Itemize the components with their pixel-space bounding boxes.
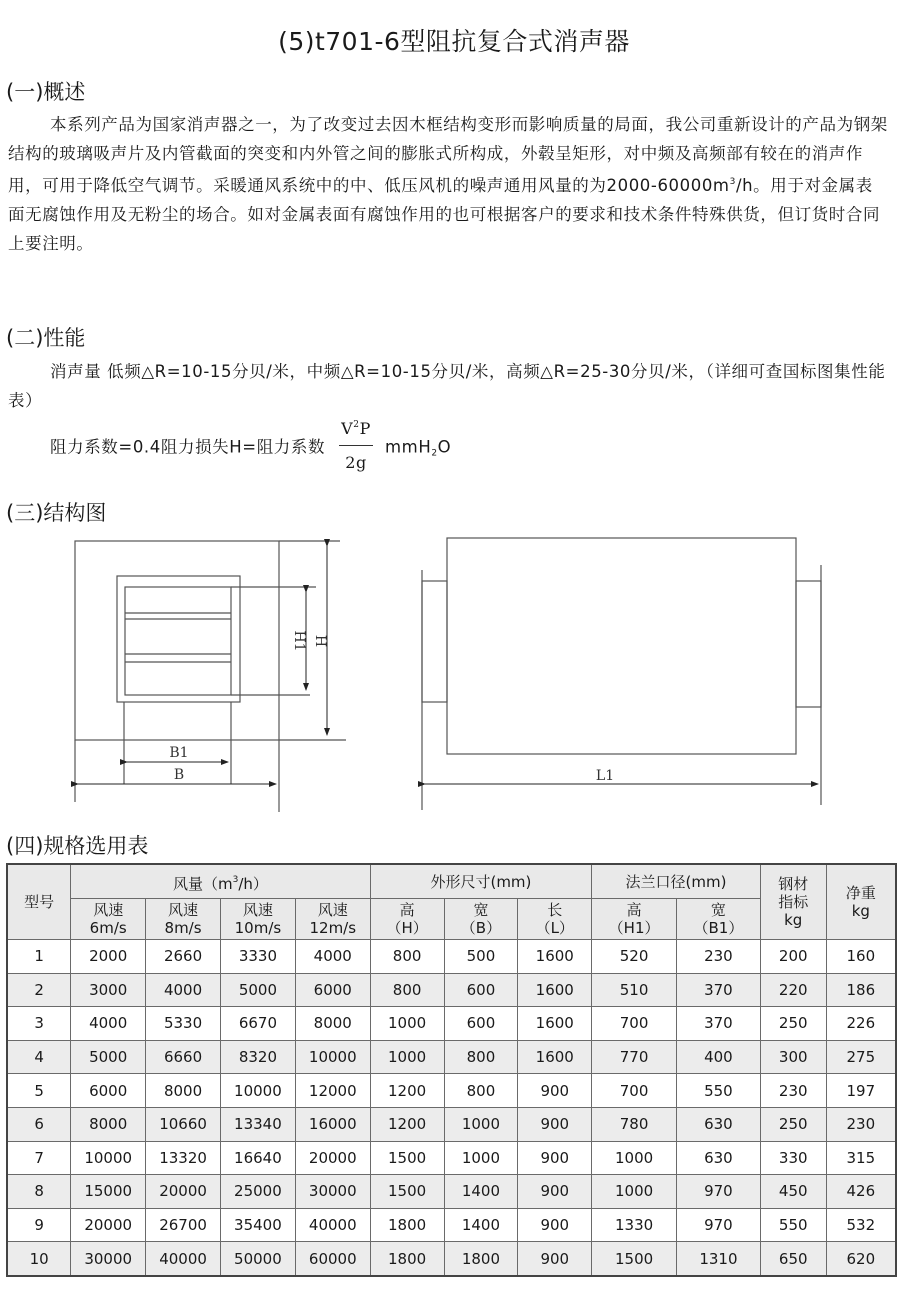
performance-block [8,357,888,481]
table-cell: 6660 [146,1040,221,1074]
table-cell: 2000 [71,940,146,974]
table-cell: 30000 [71,1242,146,1276]
table-cell: 5000 [71,1040,146,1074]
col-unit: 10m/s [234,919,282,937]
table-cell: 1310 [677,1242,761,1276]
table-cell: 900 [518,1175,592,1209]
outer-casing [75,541,279,740]
table-cell: 1000 [592,1141,677,1175]
table-cell: 600 [444,973,518,1007]
table-cell: 35400 [220,1208,295,1242]
header-speed-10 [220,899,295,940]
overview-paragraph [8,110,888,258]
table-cell: 6000 [295,973,370,1007]
model-cell: 1 [7,940,71,974]
table-cell: 370 [677,973,761,1007]
header-speed-6 [71,899,146,940]
formula-denominator: 2g [345,453,367,472]
model-cell: 2 [7,973,71,1007]
table-cell: 12000 [295,1074,370,1108]
table-cell: 1400 [444,1208,518,1242]
flange-frame [117,576,240,702]
col-unit: 8m/s [164,919,202,937]
table-cell: 226 [826,1007,896,1041]
table-cell: 13340 [220,1107,295,1141]
table-cell: 1000 [444,1141,518,1175]
resistance-formula-line [8,415,888,481]
col-label: 宽 [473,901,489,919]
table-cell: 40000 [295,1208,370,1242]
table-cell: 510 [592,973,677,1007]
structure-diagram [0,520,900,820]
col-unit: （L） [535,919,574,937]
table-row [7,1141,896,1175]
table-cell: 700 [592,1074,677,1108]
table-cell: 8320 [220,1040,295,1074]
table-cell: 900 [518,1074,592,1108]
header-airflow-group [71,864,370,899]
table-row [7,1208,896,1242]
table-cell: 1800 [444,1242,518,1276]
table-cell: 5000 [220,973,295,1007]
table-cell: 1500 [592,1242,677,1276]
header-outer-dimensions: 外形尺寸(mm) [370,864,591,899]
table-cell: 1600 [518,1007,592,1041]
model-cell: 9 [7,1208,71,1242]
header-model: 型号 [7,864,71,940]
table-cell: 630 [677,1107,761,1141]
table-row [7,940,896,974]
formula-exponent: 2 [353,420,360,430]
side-view [422,538,821,810]
model-cell: 4 [7,1040,71,1074]
inlet-flange [422,581,447,702]
table-cell: 650 [760,1242,826,1276]
table-cell: 370 [677,1007,761,1041]
l1-label: L1 [595,768,615,784]
col-label: 宽 [710,901,726,919]
table-cell: 200 [760,940,826,974]
model-cell: 7 [7,1141,71,1175]
table-cell: 3330 [220,940,295,974]
table-cell: 50000 [220,1242,295,1276]
table-cell: 3000 [71,973,146,1007]
header-flange-height [592,899,677,940]
weight-line1: 净重 [845,884,876,902]
table-cell: 230 [826,1107,896,1141]
table-cell: 620 [826,1242,896,1276]
table-cell: 197 [826,1074,896,1108]
table-cell: 550 [760,1208,826,1242]
formula-v: V [341,419,354,438]
airflow-tail: /h） [238,874,268,893]
model-cell: 6 [7,1107,71,1141]
noise-reduction-text: 消声量 低频△R=10-15分贝/米，中频△R=10-15分贝/米，高频△R=25-30分贝/米，（详细可查国标图集性能表） [8,362,886,410]
table-row [7,1107,896,1141]
table-cell: 1000 [370,1040,444,1074]
header-steel-index [760,864,826,940]
table-cell: 900 [518,1208,592,1242]
outlet-flange [796,581,821,707]
table-row [7,973,896,1007]
table-cell: 10000 [71,1141,146,1175]
formula-numerator [339,411,373,446]
table-cell: 426 [826,1175,896,1209]
table-cell: 25000 [220,1175,295,1209]
table-cell: 1600 [518,1040,592,1074]
col-label: 风速 [168,901,199,919]
table-cell: 800 [444,1040,518,1074]
resistance-text: 阻力系数=0.4阻力损失H=阻力系数 [50,437,326,457]
unit-superscript: 3 [729,177,736,187]
front-view [75,541,346,812]
table-cell: 1200 [370,1107,444,1141]
table-cell: 780 [592,1107,677,1141]
table-cell: 60000 [295,1242,370,1276]
model-cell: 8 [7,1175,71,1209]
overview-text: 本系列产品为国家消声器之一，为了改变过去因木框结构变形而影响质量的局面，我公司重新设计的产品为钢架结构的玻璃吸声片及内管截面的突变和内外管之间的膨胀式所构成，外毂呈矩形，对中频及高频部有较在的消声作用，可用于降低空气调节。采暖通风系统中的中、低压风机的噪声通用风量的为2000-60000m [8,115,888,195]
body-casing [447,538,796,754]
table-cell: 275 [826,1040,896,1074]
table-cell: 700 [592,1007,677,1041]
section-heading-spec: (四)规格选用表 [6,834,149,858]
table-cell: 1800 [370,1242,444,1276]
table-cell: 250 [760,1107,826,1141]
table-cell: 315 [826,1141,896,1175]
steel-line3: kg [784,911,803,929]
table-cell: 20000 [146,1175,221,1209]
steel-line2: 指标 [778,893,809,911]
table-cell: 13320 [146,1141,221,1175]
table-cell: 230 [760,1074,826,1108]
col-unit: （H） [386,919,428,937]
header-length [518,899,592,940]
header-speed-8 [146,899,221,940]
table-cell: 16640 [220,1141,295,1175]
unit-subscript: 2 [431,448,438,459]
table-cell: 600 [444,1007,518,1041]
table-cell: 900 [518,1141,592,1175]
table-cell: 770 [592,1040,677,1074]
table-cell: 1600 [518,973,592,1007]
table-cell: 186 [826,973,896,1007]
table-cell: 220 [760,973,826,1007]
table-cell: 800 [370,940,444,974]
table-row [7,1074,896,1108]
table-cell: 4000 [71,1007,146,1041]
steel-line1: 钢材 [778,875,809,893]
table-cell: 1000 [370,1007,444,1041]
section-heading-performance: (二)性能 [6,326,86,350]
table-cell: 400 [677,1040,761,1074]
table-cell: 1500 [370,1141,444,1175]
table-row [7,1242,896,1276]
table-cell: 4000 [295,940,370,974]
table-cell: 230 [677,940,761,974]
col-label: 风速 [93,901,124,919]
table-cell: 970 [677,1208,761,1242]
table-cell: 16000 [295,1107,370,1141]
table-cell: 1000 [444,1107,518,1141]
page-title: (5)t701-6型阻抗复合式消声器 [278,27,630,56]
formula-fraction [339,411,373,477]
h1-label: H1 [291,630,307,652]
formula-p: P [359,419,371,438]
table-cell: 550 [677,1074,761,1108]
table-cell: 10000 [295,1040,370,1074]
table-cell: 800 [444,1074,518,1108]
table-cell: 8000 [146,1074,221,1108]
col-label: 高 [626,901,642,919]
table-cell: 250 [760,1007,826,1041]
spec-table [6,863,897,1277]
overview-text-tail: /h。用于对金属表面无腐蚀作用及无粉尘的场合。如对金属表面有腐蚀作用的也可根据客户的要求和技术条件特殊供货，但订货时合同上要注明。 [8,176,881,253]
table-cell: 300 [760,1040,826,1074]
table-cell: 1200 [370,1074,444,1108]
col-unit: （B） [460,919,502,937]
table-cell: 15000 [71,1175,146,1209]
table-cell: 520 [592,940,677,974]
header-net-weight [826,864,896,940]
table-cell: 630 [677,1141,761,1175]
table-cell: 1400 [444,1175,518,1209]
table-cell: 900 [518,1107,592,1141]
table-cell: 1800 [370,1208,444,1242]
unit-suffix: O [437,437,452,457]
airflow-sup: 3 [232,874,239,885]
col-unit: 12m/s [309,919,357,937]
spec-table-body [7,940,896,1276]
inner-opening [125,587,231,695]
table-cell: 8000 [71,1107,146,1141]
col-label: 长 [547,901,563,919]
col-unit: （H1） [608,919,660,937]
table-cell: 40000 [146,1242,221,1276]
table-cell: 26700 [146,1208,221,1242]
table-cell: 532 [826,1208,896,1242]
table-cell: 20000 [295,1141,370,1175]
unit-text: mmH [384,437,432,457]
col-label: 高 [399,901,415,919]
table-cell: 10000 [220,1074,295,1108]
model-cell: 5 [7,1074,71,1108]
col-label: 风速 [317,901,348,919]
table-cell: 900 [518,1242,592,1276]
header-speed-12 [295,899,370,940]
weight-line2: kg [851,902,870,920]
model-cell: 10 [7,1242,71,1276]
table-cell: 970 [677,1175,761,1209]
section-heading-overview: (一)概述 [6,80,86,104]
table-cell: 6670 [220,1007,295,1041]
header-flange-diameter: 法兰口径(mm) [592,864,761,899]
b-label: B [173,767,185,783]
table-row [7,1040,896,1074]
airflow-label: 风量（m [173,874,233,893]
table-row [7,1007,896,1041]
col-unit: （B1） [693,919,744,937]
table-cell: 6000 [71,1074,146,1108]
table-cell: 160 [826,940,896,974]
table-cell: 1500 [370,1175,444,1209]
table-cell: 1000 [592,1175,677,1209]
front-dimensions [78,546,327,784]
table-cell: 10660 [146,1107,221,1141]
col-unit: 6m/s [89,919,127,937]
header-height [370,899,444,940]
col-label: 风速 [242,901,273,919]
header-flange-width [677,899,761,940]
section-heading-structure: (三)结构图 [6,501,107,525]
table-cell: 500 [444,940,518,974]
table-cell: 330 [760,1141,826,1175]
model-cell: 3 [7,1007,71,1041]
table-cell: 20000 [71,1208,146,1242]
b1-label: B1 [169,745,189,761]
table-row [7,1175,896,1209]
header-width [444,899,518,940]
table-cell: 1600 [518,940,592,974]
table-cell: 30000 [295,1175,370,1209]
table-cell: 1330 [592,1208,677,1242]
h-label: H [312,634,328,648]
table-cell: 800 [370,973,444,1007]
table-cell: 4000 [146,973,221,1007]
table-cell: 8000 [295,1007,370,1041]
table-cell: 5330 [146,1007,221,1041]
table-cell: 450 [760,1175,826,1209]
table-cell: 2660 [146,940,221,974]
